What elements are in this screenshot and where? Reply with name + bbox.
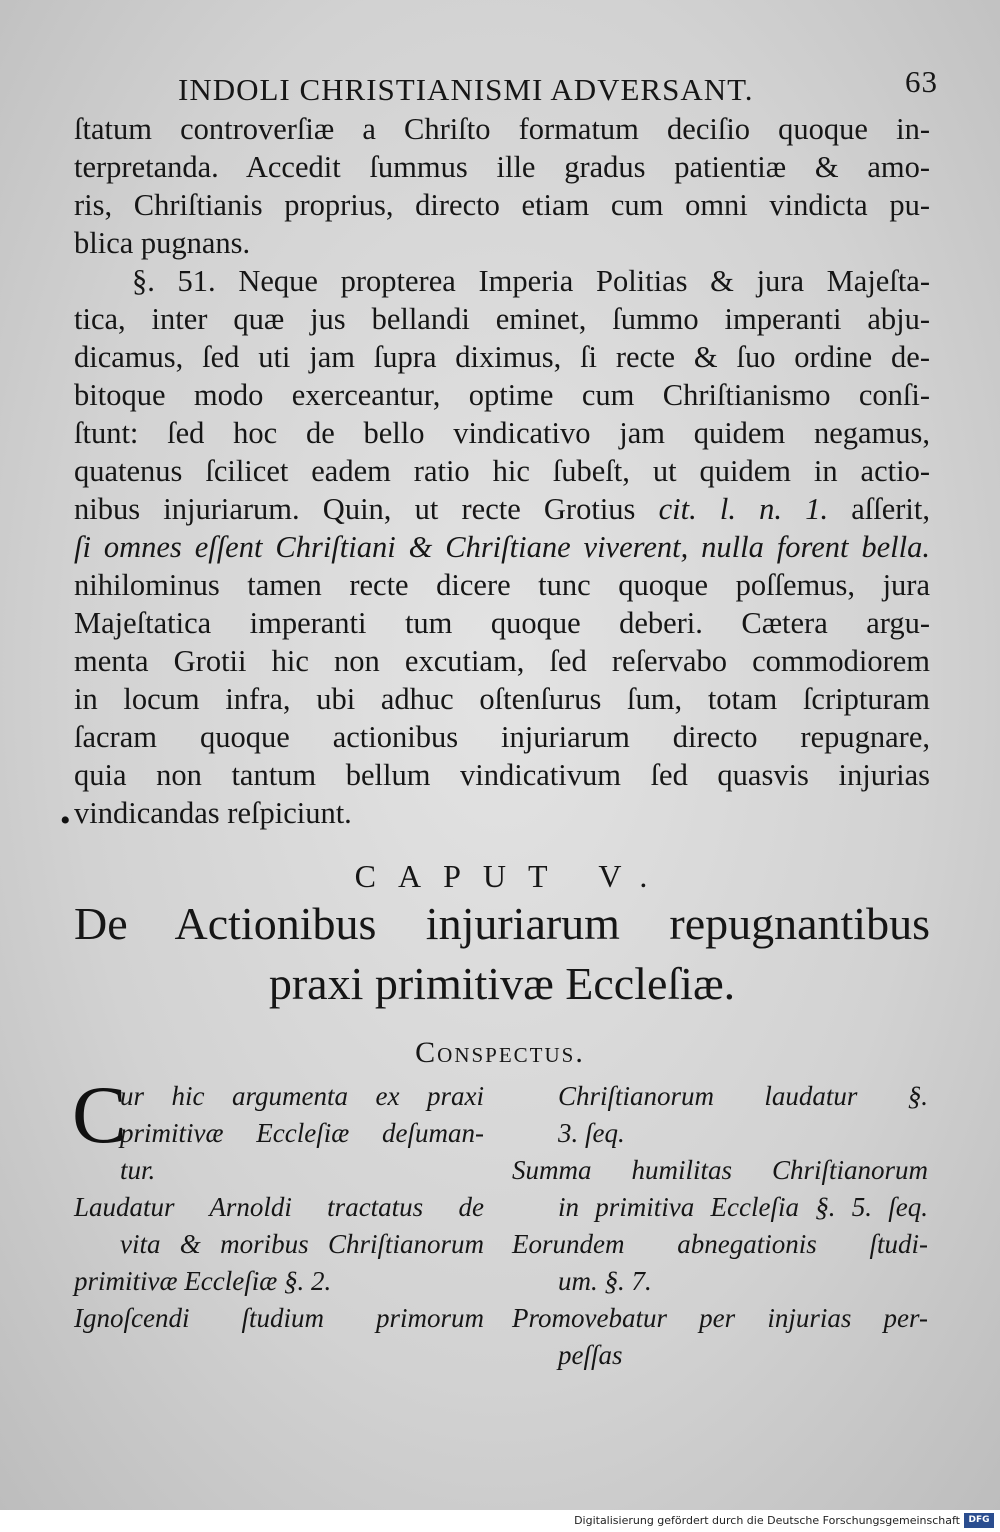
text-line: ſacram quoque actionibus injuriarum directo repugnare, <box>74 720 930 754</box>
chapter-title-line2: praxi primitivæ Eccleſiæ. <box>268 958 736 1009</box>
conspectus-left-column <box>74 1078 484 1337</box>
conspectus-right-column <box>512 1078 928 1374</box>
body-text <box>74 110 930 832</box>
text-line: terpretanda. Accedit ſummus ille gradus patientiæ & amo- <box>74 150 930 184</box>
summary-line: Ignoſcendi ſtudium primorum <box>74 1303 484 1333</box>
summary-line: Eorundem abnegationis ſtudi- <box>512 1229 928 1259</box>
text-line: quia non tantum bellum vindicativum ſed quasvis injurias <box>74 758 930 792</box>
text-line: Majeſtatica imperanti tum quoque deberi. Cætera argu- <box>74 606 930 640</box>
summary-line: vita & moribus Chriſtianorum <box>120 1229 484 1259</box>
text-line: dicamus, ſed uti jam ſupra diximus, ſi recte & ſuo ordine de- <box>74 340 930 374</box>
text-line: menta Grotii hic non excutiam, ſed reſervabo commodiorem <box>74 644 930 678</box>
running-head <box>178 64 938 112</box>
text-line: quatenus ſcilicet eadem ratio hic ſubeſt, ut quidem in actio- <box>74 454 930 488</box>
summary-line: ur hic argumenta ex praxi <box>120 1081 484 1111</box>
text-line: ris, Chriſtianis proprius, directo etiam cum omni vindicta pu- <box>74 188 930 222</box>
dfg-logo: DFG <box>964 1513 994 1528</box>
running-title: INDOLI CHRISTIANISMI ADVERSANT. <box>178 72 754 107</box>
chapter-label: CAPUT V. <box>354 858 670 894</box>
text-line: tica, inter quæ jus bellandi eminet, ſummo imperanti abju- <box>74 302 930 336</box>
text-line: vindicandas reſpiciunt. <box>74 796 352 830</box>
drop-cap: C <box>72 1069 127 1160</box>
summary-line: primitivæ Eccleſiæ deſuman- <box>120 1118 484 1148</box>
digitization-footer <box>0 1510 1000 1532</box>
funding-credit: Digitalisierung gefördert durch die Deutsche Forschungsgemeinschaft <box>574 1514 960 1527</box>
citation-line <box>74 490 930 528</box>
citation-tail: aſſerit, <box>828 492 931 526</box>
summary-line: Summa humilitas Chriſtianorum <box>512 1155 928 1185</box>
text-line: nihilominus tamen recte dicere tunc quoque poſſemus, jura <box>74 568 930 602</box>
chapter-title-line1: De Actionibus injuriarum repugnantibus <box>74 898 930 949</box>
text-line: ſtatum controverſiæ a Chriſto formatum deciſio quoque in- <box>74 112 930 146</box>
summary-line: tur. <box>120 1155 156 1185</box>
text-line: in locum infra, ubi adhuc oſtenſurus ſum, totam ſcripturam <box>74 682 930 716</box>
text-line: blica pugnans. <box>74 226 251 260</box>
summary-line: Chriſtianorum laudatur §. <box>558 1081 928 1111</box>
summary-line: Promovebatur per injurias per- <box>512 1303 928 1333</box>
ink-smudge-mark: • <box>60 804 71 837</box>
summary-line: in primitiva Eccleſia §. 5. ſeq. <box>558 1192 928 1222</box>
page-number: 63 <box>905 64 938 99</box>
citation-ref: cit. l. n. 1. <box>658 492 829 526</box>
summary-line: um. §. 7. <box>558 1266 652 1296</box>
summary-line: primitivæ Eccleſiæ §. 2. <box>74 1266 332 1296</box>
summary-line: peſſas <box>558 1340 623 1370</box>
summary-line: Laudatur Arnoldi tractatus de <box>74 1192 484 1222</box>
section-start-line: §. 51. Neque propterea Imperia Politias & jura Majeſta- <box>132 264 930 298</box>
text-line: bitoque modo exerceantur, optime cum Chriſtianismo conſi- <box>74 378 930 412</box>
text-line: ſtunt: ſed hoc de bello vindicativo jam quidem negamus, <box>74 416 930 450</box>
conspectus-heading: Conspectus. <box>415 1036 585 1069</box>
quote-line: ſi omnes eſſent Chriſtiani & Chriſtiane viverent, nulla forent bella. <box>74 530 930 564</box>
summary-line: 3. ſeq. <box>558 1118 625 1148</box>
citation-lead: nibus injuriarum. Quin, ut recte Grotius <box>74 492 636 526</box>
